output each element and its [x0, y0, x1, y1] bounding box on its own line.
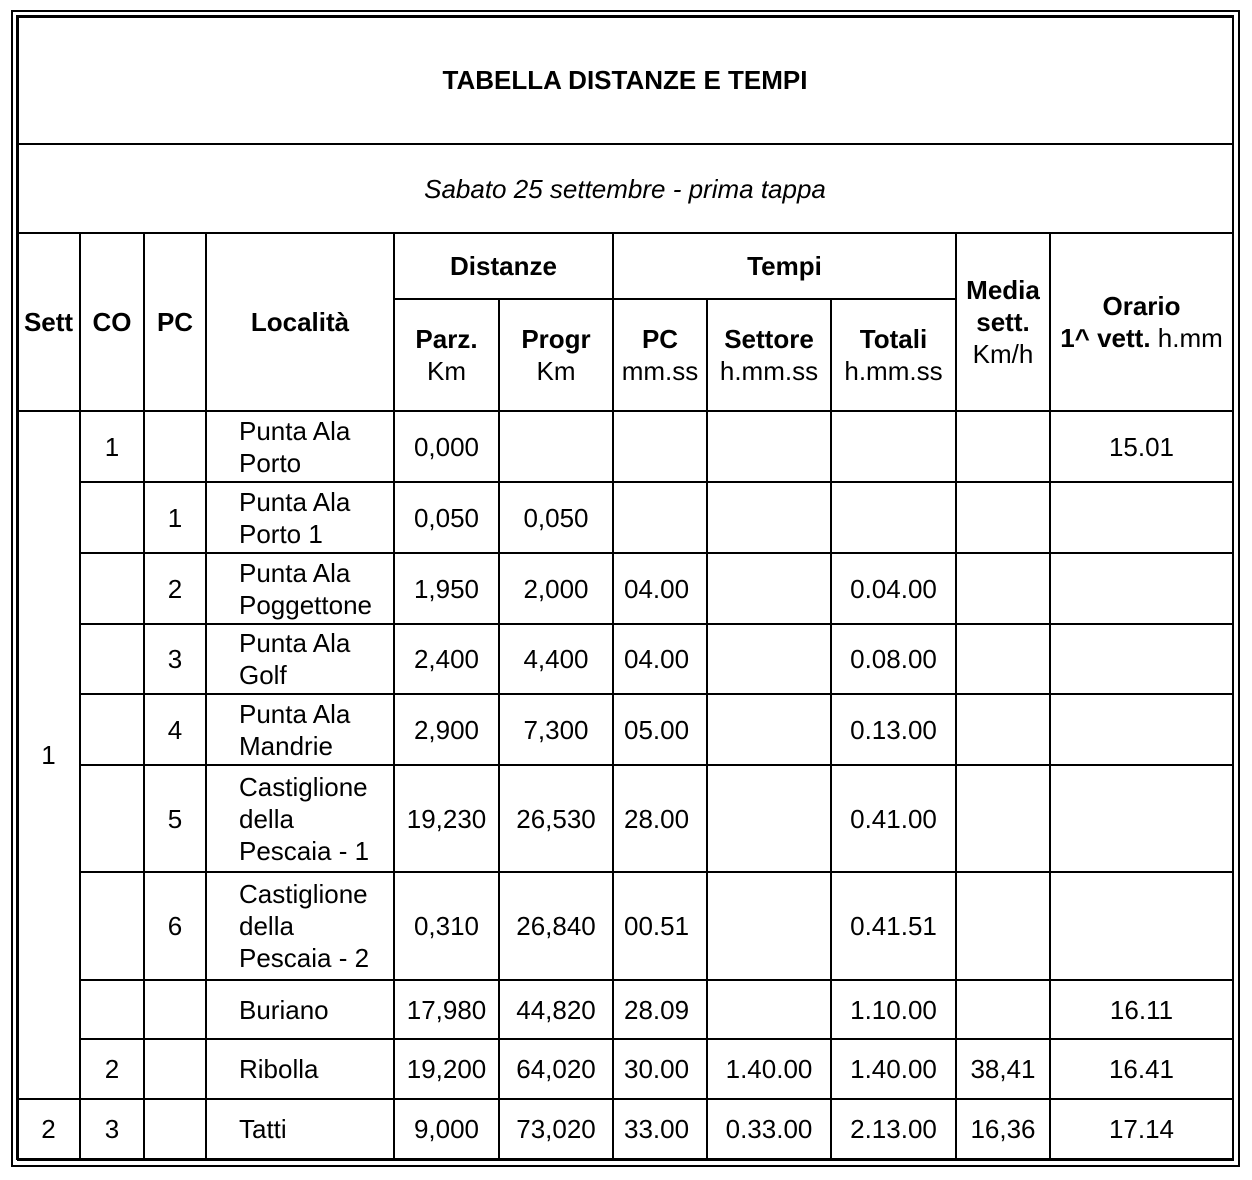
- cell-tempi-pc: 28.09: [613, 980, 707, 1039]
- cell-tempi-pc: 28.00: [613, 765, 707, 872]
- cell-localita: [206, 482, 394, 553]
- cell-settore: 0.33.00: [707, 1099, 831, 1159]
- cell-localita: [206, 872, 394, 980]
- table-row: [17, 872, 1233, 980]
- cell-pc: [144, 980, 206, 1039]
- header-pc: PC: [144, 233, 206, 411]
- cell-tempi-pc: 05.00: [613, 694, 707, 765]
- header-totali-unit: h.mm.ss: [844, 356, 943, 386]
- header-tempi-pc: [613, 299, 707, 411]
- cell-pc: [144, 1039, 206, 1099]
- cell-settore: [707, 411, 831, 482]
- header-totali-label: Totali: [859, 324, 928, 354]
- cell-orario: 16.11: [1050, 980, 1233, 1039]
- cell-totali: [831, 482, 956, 553]
- cell-parz: 9,000: [394, 1099, 499, 1159]
- header-media: [956, 233, 1050, 411]
- cell-orario: [1050, 765, 1233, 872]
- cell-progr: 26,530: [499, 765, 613, 872]
- cell-tempi-pc: 00.51: [613, 872, 707, 980]
- page-subtitle: Sabato 25 settembre - prima tappa: [17, 144, 1233, 233]
- cell-orario: 15.01: [1050, 411, 1233, 482]
- cell-orario: [1050, 872, 1233, 980]
- cell-localita: [206, 1099, 394, 1159]
- cell-co: 1: [80, 411, 144, 482]
- localita-line: Porto 1: [239, 518, 323, 549]
- cell-totali: 0.08.00: [831, 624, 956, 694]
- header-parz-unit: Km: [427, 356, 466, 386]
- cell-totali: 1.10.00: [831, 980, 956, 1039]
- cell-localita: [206, 624, 394, 694]
- cell-settore: [707, 482, 831, 553]
- cell-co: [80, 980, 144, 1039]
- header-orario: [1050, 233, 1233, 411]
- cell-parz: 0,000: [394, 411, 499, 482]
- cell-media: [956, 765, 1050, 872]
- cell-settore: [707, 765, 831, 872]
- cell-orario: [1050, 553, 1233, 624]
- cell-localita: [206, 980, 394, 1039]
- cell-media: [956, 624, 1050, 694]
- localita-line: della: [239, 803, 294, 834]
- cell-orario: 16.41: [1050, 1039, 1233, 1099]
- cell-progr: 44,820: [499, 980, 613, 1039]
- localita-line: Punta Ala: [239, 557, 351, 588]
- cell-progr: 4,400: [499, 624, 613, 694]
- header-media-unit: Km/h: [972, 339, 1034, 369]
- table-row: [17, 765, 1233, 872]
- cell-parz: 0,310: [394, 872, 499, 980]
- cell-media: [956, 411, 1050, 482]
- cell-co: [80, 624, 144, 694]
- cell-co: [80, 694, 144, 765]
- cell-parz: 0,050: [394, 482, 499, 553]
- cell-settore: [707, 694, 831, 765]
- cell-media: [956, 980, 1050, 1039]
- cell-parz: 2,900: [394, 694, 499, 765]
- cell-totali: 0.04.00: [831, 553, 956, 624]
- cell-parz: 19,200: [394, 1039, 499, 1099]
- cell-pc: 4: [144, 694, 206, 765]
- cell-pc: 2: [144, 553, 206, 624]
- cell-totali: 0.13.00: [831, 694, 956, 765]
- header-parz-label: Parz.: [415, 324, 478, 354]
- header-settore-unit: h.mm.ss: [719, 356, 819, 386]
- localita-line: Punta Ala: [239, 698, 351, 729]
- table-row: [17, 694, 1233, 765]
- cell-orario: [1050, 694, 1233, 765]
- localita-line: Pescaia - 1: [239, 835, 370, 866]
- cell-co: [80, 872, 144, 980]
- cell-localita: [206, 694, 394, 765]
- cell-tempi-pc: 04.00: [613, 624, 707, 694]
- cell-media: 16,36: [956, 1099, 1050, 1159]
- cell-settore: [707, 980, 831, 1039]
- cell-totali: 0.41.00: [831, 765, 956, 872]
- cell-co: [80, 765, 144, 872]
- cell-totali: 2.13.00: [831, 1099, 956, 1159]
- cell-pc: [144, 411, 206, 482]
- cell-progr: 2,000: [499, 553, 613, 624]
- header-tempi-pc-label: PC: [641, 324, 679, 354]
- table-row: [17, 1099, 1233, 1159]
- header-totali: [831, 299, 956, 411]
- header-sett: Sett: [17, 233, 80, 411]
- localita-line: Punta Ala: [239, 486, 351, 517]
- cell-parz: 17,980: [394, 980, 499, 1039]
- table-row: [17, 553, 1233, 624]
- header-parz: [394, 299, 499, 411]
- cell-sett: 2: [17, 1099, 80, 1159]
- cell-pc: 5: [144, 765, 206, 872]
- localita-line: Buriano: [239, 994, 329, 1025]
- header-orario-line1: Orario: [1102, 291, 1181, 321]
- header-tempi-pc-unit: mm.ss: [621, 356, 699, 386]
- header-settore-label: Settore: [724, 324, 814, 354]
- header-co: CO: [80, 233, 144, 411]
- localita-line: Poggettone: [239, 589, 373, 620]
- cell-sett: 1: [17, 411, 80, 1099]
- cell-tempi-pc: 33.00: [613, 1099, 707, 1159]
- header-media-line2: sett.: [976, 307, 1030, 337]
- cell-settore: 1.40.00: [707, 1039, 831, 1099]
- cell-pc: 3: [144, 624, 206, 694]
- localita-line: Tatti: [239, 1114, 287, 1144]
- cell-settore: [707, 872, 831, 980]
- cell-parz: 1,950: [394, 553, 499, 624]
- cell-media: [956, 872, 1050, 980]
- cell-progr: 64,020: [499, 1039, 613, 1099]
- localita-line: Pescaia - 2: [239, 943, 370, 973]
- cell-orario: 17.14: [1050, 1099, 1233, 1159]
- cell-tempi-pc: 30.00: [613, 1039, 707, 1099]
- header-progr-unit: Km: [536, 356, 576, 386]
- header-progr-label: Progr: [521, 324, 591, 354]
- table-row: [17, 624, 1233, 694]
- cell-totali: 0.41.51: [831, 872, 956, 980]
- localita-line: della: [239, 911, 294, 941]
- cell-pc: 1: [144, 482, 206, 553]
- table-row: [17, 1039, 1233, 1099]
- cell-tempi-pc: [613, 411, 707, 482]
- localita-line: Castiglione: [239, 771, 368, 802]
- distances-times-table: [16, 15, 1234, 1160]
- localita-line: Golf: [239, 660, 287, 690]
- cell-media: [956, 482, 1050, 553]
- table-row: [17, 980, 1233, 1039]
- localita-line: Castiglione: [239, 879, 368, 909]
- header-distanze: Distanze: [394, 233, 613, 299]
- header-settore: [707, 299, 831, 411]
- header-orario-line2: 1^ vett.: [1060, 323, 1151, 353]
- localita-line: Punta Ala: [239, 628, 351, 658]
- cell-co: 2: [80, 1039, 144, 1099]
- page-title: TABELLA DISTANZE E TEMPI: [17, 16, 1233, 144]
- cell-totali: 1.40.00: [831, 1039, 956, 1099]
- localita-line: Porto: [239, 447, 302, 478]
- header-media-line1: Media: [966, 275, 1040, 305]
- cell-progr: 26,840: [499, 872, 613, 980]
- cell-progr: 7,300: [499, 694, 613, 765]
- header-tempi: Tempi: [613, 233, 956, 299]
- header-orario-unit: h.mm: [1157, 323, 1223, 353]
- localita-line: Mandrie: [239, 730, 333, 761]
- cell-pc: [144, 1099, 206, 1159]
- cell-co: 3: [80, 1099, 144, 1159]
- cell-tempi-pc: [613, 482, 707, 553]
- cell-progr: [499, 411, 613, 482]
- header-progr: [499, 299, 613, 411]
- cell-settore: [707, 553, 831, 624]
- cell-totali: [831, 411, 956, 482]
- header-localita: Località: [206, 233, 394, 411]
- cell-media: [956, 694, 1050, 765]
- cell-localita: [206, 1039, 394, 1099]
- cell-orario: [1050, 482, 1233, 553]
- cell-orario: [1050, 624, 1233, 694]
- cell-parz: 19,230: [394, 765, 499, 872]
- table-row: [17, 482, 1233, 553]
- cell-co: [80, 482, 144, 553]
- cell-media: [956, 553, 1050, 624]
- cell-localita: [206, 765, 394, 872]
- cell-progr: 73,020: [499, 1099, 613, 1159]
- cell-settore: [707, 624, 831, 694]
- cell-tempi-pc: 04.00: [613, 553, 707, 624]
- cell-co: [80, 553, 144, 624]
- cell-localita: [206, 411, 394, 482]
- table-row: [17, 411, 1233, 482]
- localita-line: Ribolla: [239, 1054, 319, 1084]
- cell-localita: [206, 553, 394, 624]
- cell-pc: 6: [144, 872, 206, 980]
- localita-line: Punta Ala: [239, 415, 351, 446]
- cell-parz: 2,400: [394, 624, 499, 694]
- cell-progr: 0,050: [499, 482, 613, 553]
- cell-media: 38,41: [956, 1039, 1050, 1099]
